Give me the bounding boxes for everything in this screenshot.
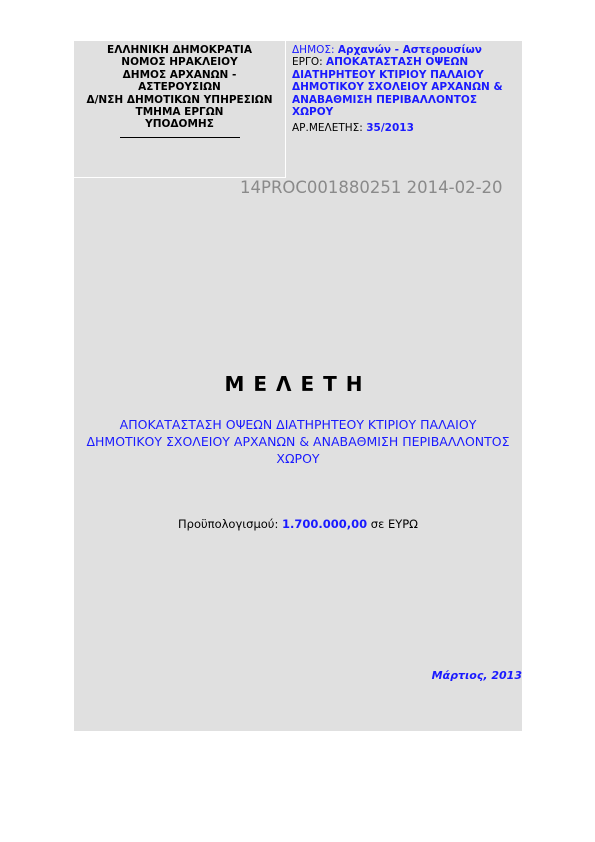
authority-line: ΕΛΛΗΝΙΚΗ ΔΗΜΟΚΡΑΤΙΑ <box>107 44 252 56</box>
study-number-value: 35/2013 <box>366 122 414 135</box>
project-info-block <box>292 44 520 135</box>
budget-currency: σε ΕΥΡΩ <box>370 517 418 531</box>
project-row <box>292 56 520 118</box>
signature-line <box>120 137 240 138</box>
document-date: Μάρτιος, 2013 <box>431 669 522 682</box>
authority-line: ΔΗΜΟΣ ΑΡΧΑΝΩΝ - <box>122 68 237 81</box>
municipality-row <box>292 44 520 56</box>
authority-line: ΝΟΜΟΣ ΗΡΑΚΛΕΙΟΥ <box>121 56 238 69</box>
project-value: ΑΠΟΚΑΤΑΣΤΑΣΗ ΟΨΕΩΝ ΔΙΑΤΗΡΗΤΕΟΥ ΚΤΙΡΙΟΥ ΠΑΛΑΙΟΥ ΔΗΜΟΤΙΚΟΥ ΣΧΟΛΕΙΟΥ ΑΡΧΑΝΩΝ & ΑΝΑΒΑΘΜΙΣΗ ΠΕΡΙΒΑΛΛΟΝΤΟΣ ΧΩΡΟΥ <box>292 56 503 119</box>
budget-amount: 1.700.000,00 <box>282 517 368 531</box>
budget-line <box>73 517 523 531</box>
project-subtitle: ΑΠΟΚΑΤΑΣΤΑΣΗ ΟΨΕΩΝ ΔΙΑΤΗΡΗΤΕΟΥ ΚΤΙΡΙΟΥ ΠΑΛΑΙΟΥ ΔΗΜΟΤΙΚΟΥ ΣΧΟΛΕΙΟΥ ΑΡΧΑΝΩΝ & ΑΝΑΒΑΘΜΙΣΗ ΠΕΡΙΒΑΛΛΟΝΤΟΣ ΧΩΡΟΥ <box>86 417 510 466</box>
project-label: ΕΡΓΟ: <box>292 56 323 69</box>
study-number-row <box>292 122 520 134</box>
budget-label: Προϋπολογισμού: <box>178 517 279 531</box>
authority-line: ΑΣΤΕΡΟΥΣΙΩΝ <box>138 81 221 94</box>
municipality-value: Αρχανών - Αστερουσίων <box>337 44 482 56</box>
municipality-label: ΔΗΜΟΣ: <box>292 44 335 56</box>
authority-line: ΤΜΗΜΑ ΕΡΓΩΝ <box>135 106 224 119</box>
authority-line: Δ/ΝΣΗ ΔΗΜΟΤΙΚΩΝ ΥΠΗΡΕΣΙΩΝ <box>86 93 273 106</box>
document-title: ΜΕΛΕΤΗ <box>224 372 372 396</box>
protocol-stamp: 14PROC001880251 2014-02-20 <box>240 178 503 197</box>
issuing-authority-block <box>74 41 286 178</box>
study-number-label: ΑΡ.ΜΕΛΕΤΗΣ: <box>292 122 363 135</box>
authority-line: ΥΠΟΔΟΜΗΣ <box>145 118 214 131</box>
